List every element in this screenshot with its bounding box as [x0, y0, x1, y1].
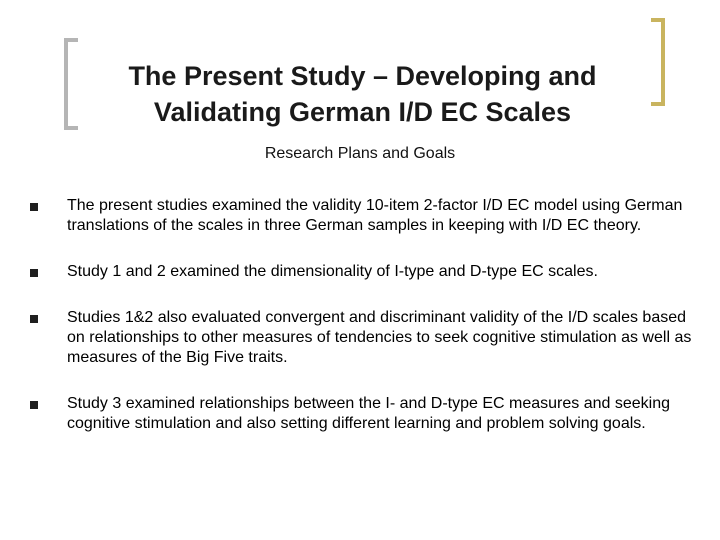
slide-title-line-1: The Present Study – Developing and — [128, 61, 597, 92]
square-bullet-icon — [30, 203, 38, 211]
bullet-text-2: Study 1 and 2 examined the dimensionality of I-type and D-type EC scales. — [67, 263, 598, 280]
square-bullet-icon — [30, 315, 38, 323]
bullet-text-1: The present studies examined the validity 10-item 2-factor I/D EC model using German translations of the scales in three German samples in keeping with I/D EC theory. — [67, 197, 683, 234]
bullet-list — [30, 196, 700, 434]
bullet-item-2 — [30, 262, 700, 282]
bullet-text-4: Study 3 examined relationships between the I- and D-type EC measures and seeking cognitive stimulation and also setting different learning and problem solving goals. — [67, 395, 671, 432]
bullet-item-3 — [30, 308, 700, 368]
slide-title — [95, 58, 630, 130]
slide-subtitle: Research Plans and Goals — [264, 145, 456, 162]
square-bullet-icon — [30, 401, 38, 409]
bullet-item-1 — [30, 196, 700, 236]
square-bullet-icon — [30, 269, 38, 277]
slide-title-line-2: Validating German I/D EC Scales — [153, 97, 572, 128]
bullet-item-4 — [30, 394, 700, 434]
bullet-text-3: Studies 1&2 also evaluated convergent and discriminant validity of the I/D scales based on relationships to other measures of tendencies to seek cognitive stimulation as well as measures of the Big Five traits. — [67, 309, 692, 366]
right-bracket-decoration — [651, 18, 665, 106]
left-bracket-decoration — [64, 38, 78, 130]
